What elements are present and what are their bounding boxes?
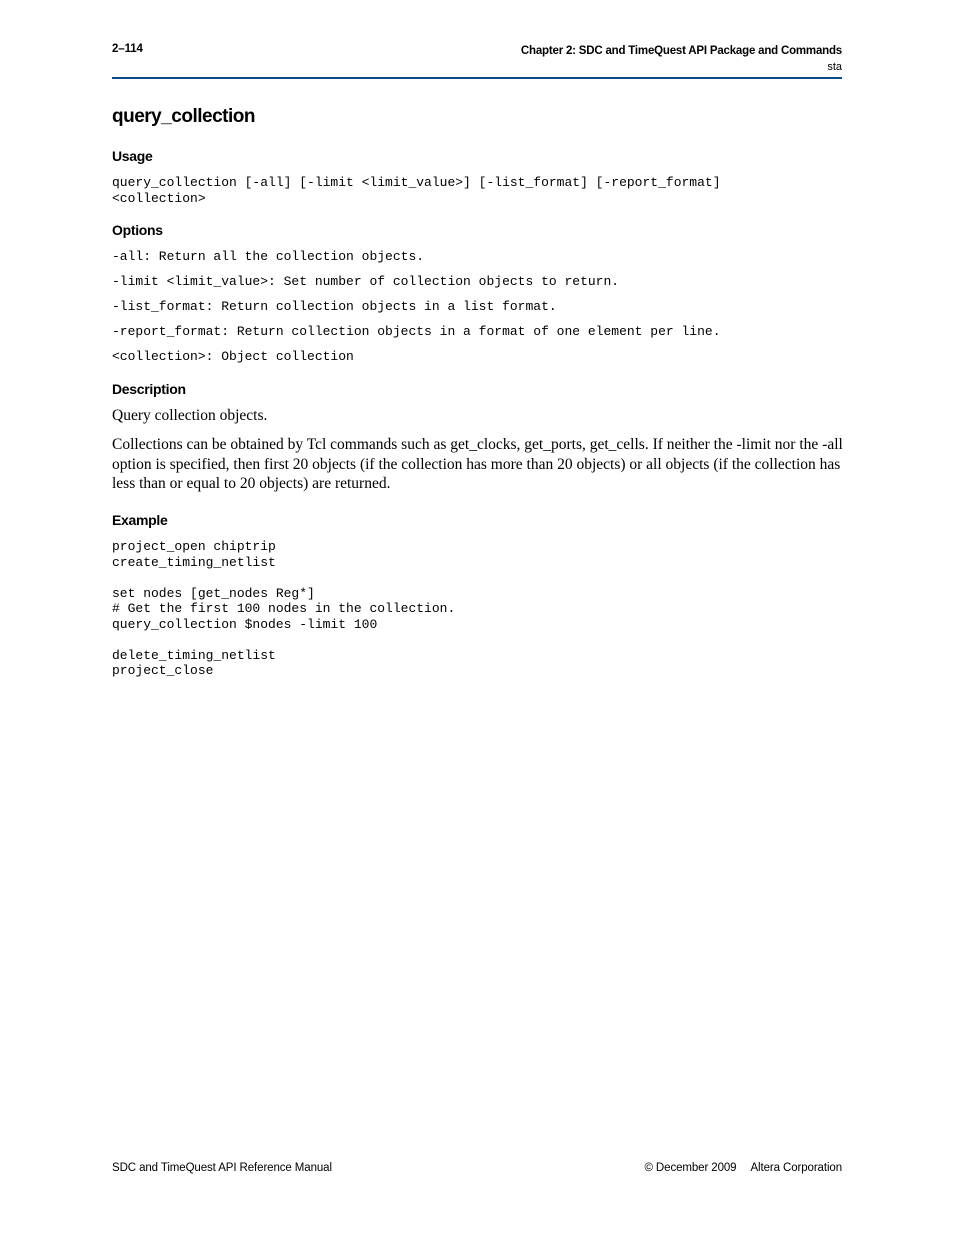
footer-manual-title: SDC and TimeQuest API Reference Manual: [112, 1162, 332, 1174]
description-paragraph-1: Query collection objects.: [112, 407, 268, 424]
footer-company: Altera Corporation: [750, 1162, 842, 1174]
code-line: [112, 632, 455, 648]
code-line: # Get the first 100 nodes in the collection.: [112, 601, 456, 616]
code-line: delete_timing_netlist: [112, 647, 276, 663]
example-code: [112, 539, 455, 679]
code-line: project_open chiptrip: [112, 539, 276, 554]
chapter-title: Chapter 2: SDC and TimeQuest API Package and Commands: [520, 45, 842, 57]
code-line: set nodes [get_nodes Reg*]: [112, 585, 315, 601]
option-list-format: -list_format: Return collection objects in a list format.: [112, 299, 557, 314]
usage-heading: Usage: [112, 148, 153, 164]
page-number: 2–114: [112, 43, 143, 55]
description-paragraph-2: Collections can be obtained by Tcl commands such as get_clocks, get_ports, get_cells. If neither the -limit nor the -all option is specified, then first 20 objects (if the collection has more than 20 objects) or all objects (if the collection has less than or equal to 20 objects) are returned.: [112, 436, 843, 492]
code-line: [112, 570, 455, 586]
description-heading: Description: [112, 381, 186, 397]
header-rule: [112, 77, 842, 79]
footer-right: [644, 1162, 842, 1174]
code-line: query_collection $nodes -limit 100: [112, 616, 378, 632]
option-report-format: -report_format: Return collection objects in a format of one element per line.: [112, 324, 721, 339]
option-all: -all: Return all the collection objects.: [112, 249, 425, 264]
usage-line-2: <collection>: [112, 190, 206, 206]
option-collection: <collection>: Object collection: [112, 349, 354, 364]
code-line: create_timing_netlist: [112, 554, 276, 570]
package-name: sta: [827, 61, 842, 73]
running-header: [521, 43, 842, 75]
code-line: project_close: [112, 663, 214, 678]
page-title: query_collection: [112, 106, 255, 127]
usage-line-1: query_collection [-all] [-limit <limit_value>] [-list_format] [-report_format]: [112, 175, 721, 190]
footer-date: © December 2009: [644, 1162, 737, 1174]
option-limit: -limit <limit_value>: Set number of collection objects to return.: [112, 274, 620, 289]
options-heading: Options: [112, 222, 163, 238]
example-heading: Example: [112, 512, 168, 528]
